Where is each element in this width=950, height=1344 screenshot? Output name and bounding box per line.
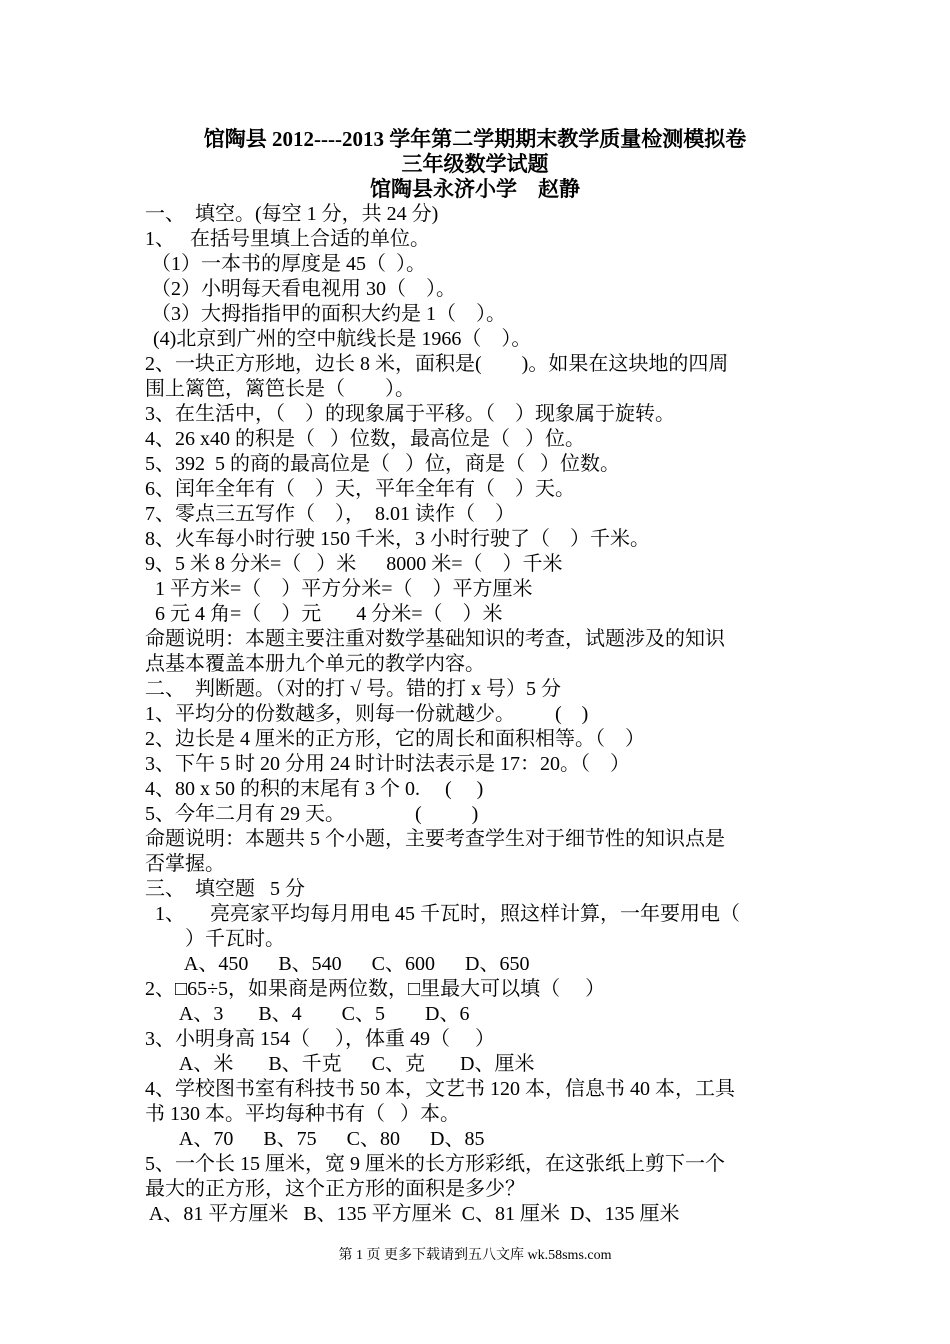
question-line: 5、一个长 15 厘米，宽 9 厘米的长方形彩纸，在这张纸上剪下一个 bbox=[145, 1153, 725, 1175]
question-line: (4)北京到广州的空中航线长是 1966（ ）。 bbox=[153, 328, 532, 350]
answer-options: A、米 B、千克 C、克 D、厘米 bbox=[145, 1053, 535, 1075]
question-line: 1 平方米=（ ）平方分米=（ ）平方厘米 bbox=[145, 578, 533, 600]
section-1-heading: 一、 填空。(每空 1 分，共 24 分) bbox=[145, 203, 439, 225]
question-line: 4、26 x40 的积是（ ）位数，最高位是（ ）位。 bbox=[145, 428, 585, 450]
question-line: 4、学校图书室有科技书 50 本，文艺书 120 本，信息书 40 本，工具 bbox=[145, 1078, 735, 1100]
design-note: 点基本覆盖本册九个单元的教学内容。 bbox=[145, 653, 485, 675]
design-note: 命题说明：本题主要注重对数学基础知识的考查，试题涉及的知识 bbox=[145, 628, 725, 650]
question-line: 2、边长是 4 厘米的正方形，它的周长和面积相等。（ ） bbox=[145, 728, 645, 750]
question-line: 2、一块正方形地，边长 8 米，面积是( )。如果在这块地的四周 bbox=[145, 353, 729, 375]
question-line: 7、零点三五写作（ ）， 8.01 读作（ ） bbox=[145, 503, 515, 525]
question-line: 1、 亮亮家平均每月用电 45 千瓦时，照这样计算，一年要用电（ bbox=[145, 903, 740, 925]
section-2-heading: 二、 判断题。（对的打 √ 号。错的打 x 号）5 分 bbox=[145, 678, 561, 700]
answer-options: A、3 B、4 C、5 D、6 bbox=[145, 1003, 470, 1025]
question-line: ）千瓦时。 bbox=[145, 928, 285, 950]
question-line: 6、闰年全年有（ ）天，平年全年有（ ）天。 bbox=[145, 478, 575, 500]
question-line: 书 130 本。平均每种书有（ ）本。 bbox=[145, 1103, 460, 1125]
question-line: 4、80 x 50 的积的末尾有 3 个 0. ( ) bbox=[145, 778, 484, 800]
question-line: 5、392 5 的商的最高位是（ ）位，商是（ ）位数。 bbox=[145, 453, 620, 475]
question-line: 6 元 4 角=（ ）元 4 分米=（ ）米 bbox=[145, 603, 503, 625]
question-line: 1、 在括号里填上合适的单位。 bbox=[145, 228, 430, 250]
question-line: 3、小明身高 154（ ），体重 49（ ） bbox=[145, 1028, 495, 1050]
question-line: 3、下午 5 时 20 分用 24 时计时法表示是 17：20。（ ） bbox=[145, 753, 630, 775]
question-line: （2）小明每天看电视用 30（ ）。 bbox=[151, 278, 456, 300]
question-line: （3）大拇指指甲的面积大约是 1（ ）。 bbox=[151, 303, 506, 325]
question-line: 9、5 米 8 分米=（ ）米 8000 米=（ ）千米 bbox=[145, 553, 563, 575]
section-3-heading: 三、 填空题 5 分 bbox=[145, 878, 305, 900]
question-line: （1）一本书的厚度是 45（ ）。 bbox=[151, 253, 426, 275]
question-line: 2、□65÷5，如果商是两位数，□里最大可以填（ ） bbox=[145, 978, 606, 1000]
answer-options: A、70 B、75 C、80 D、85 bbox=[145, 1128, 485, 1150]
question-line: 8、火车每小时行驶 150 千米，3 小时行驶了（ ）千米。 bbox=[145, 528, 650, 550]
question-line: 最大的正方形，这个正方形的面积是多少？ bbox=[145, 1178, 525, 1200]
answer-options: A、81 平方厘米 B、135 平方厘米 C、81 厘米 D、135 厘米 bbox=[145, 1203, 680, 1225]
question-line: 围上篱笆，篱笆长是（ ）。 bbox=[145, 378, 415, 400]
page-footer: 第 1 页 更多下载请到五八文库 wk.58sms.com bbox=[338, 1248, 612, 1263]
answer-options: A、450 B、540 C、600 D、650 bbox=[145, 953, 530, 975]
exam-author: 馆陶县永济小学 赵静 bbox=[370, 177, 580, 201]
exam-subtitle: 三年级数学试题 bbox=[401, 152, 549, 176]
design-note: 否掌握。 bbox=[145, 853, 225, 875]
design-note: 命题说明：本题共 5 个小题，主要考查学生对于细节性的知识点是 bbox=[145, 828, 725, 850]
exam-title: 馆陶县 2012----2013 学年第二学期期末教学质量检测模拟卷 bbox=[203, 127, 747, 151]
question-line: 3、在生活中，（ ）的现象属于平移。（ ）现象属于旋转。 bbox=[145, 403, 675, 425]
question-line: 1、平均分的份数越多，则每一份就越少。 ( ) bbox=[145, 703, 589, 725]
question-line: 5、今年二月有 29 天。 ( ) bbox=[145, 803, 479, 825]
